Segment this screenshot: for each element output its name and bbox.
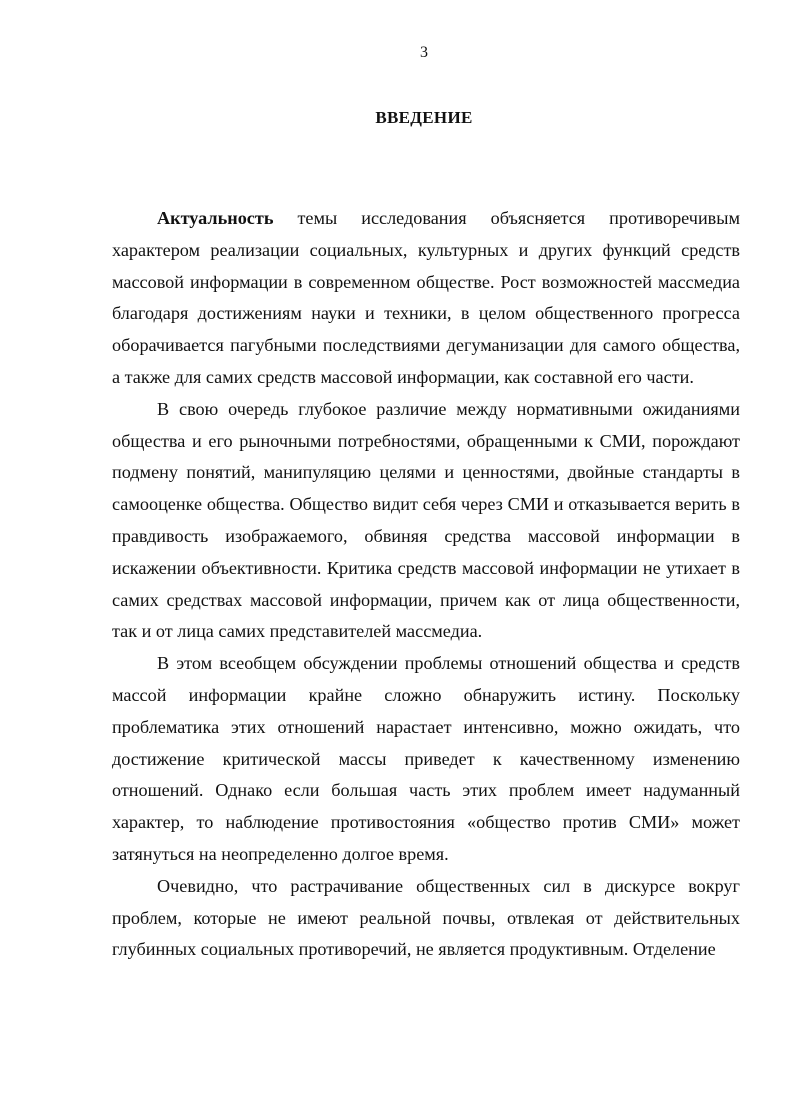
lead-term: Актуальность: [157, 208, 274, 228]
page-title: ВВЕДЕНИЕ: [375, 108, 473, 127]
paragraph-text: темы исследования объясняется противоречивым характером реализации социальных, культурных и других функций средств массовой информации в современном обществе. Рост возможностей массмедиа благодаря достижениям науки и техники, в целом общественного прогресса оборачивается пагубными последствиями дегуманизации для самого общества, а также для самих средств массовой информации, как составной его части.: [112, 208, 740, 387]
page-number: 3: [420, 44, 428, 61]
paragraph-relevance: [112, 203, 740, 394]
paragraph: В свою очередь глубокое различие между нормативными ожиданиями общества и его рыночными потребностями, обращенными к СМИ, порождают подмену понятий, манипуляцию целями и ценностями, двойные стандарты в самооценке общества. Общество видит себя через СМИ и отказывается верить в правдивость изображаемого, обвиняя средства массовой информации в искажении объективности. Критика средств массовой информации не утихает в самих средствах массовой информации, причем как от лица общественности, так и от лица самих представителей массмедиа.: [112, 398, 740, 642]
paragraph: В этом всеобщем обсуждении проблемы отношений общества и средств массой информации крайне сложно обнаружить истину. Поскольку проблематика этих отношений нарастает интенсивно, можно ожидать, что достижение критической массы приведет к качественному изменению отношений. Однако если большая часть этих проблем имеет надуманный характер, то наблюдение противостояния «общество против СМИ» может затянуться на неопределенно долгое время.: [112, 653, 740, 864]
paragraph: Очевидно, что растрачивание общественных сил в дискурсе вокруг проблем, которые не имеют реальной почвы, отвлекая от действительных глубинных социальных противоречий, не является продуктивным. Отделение: [112, 875, 740, 960]
body-text: [112, 203, 740, 966]
